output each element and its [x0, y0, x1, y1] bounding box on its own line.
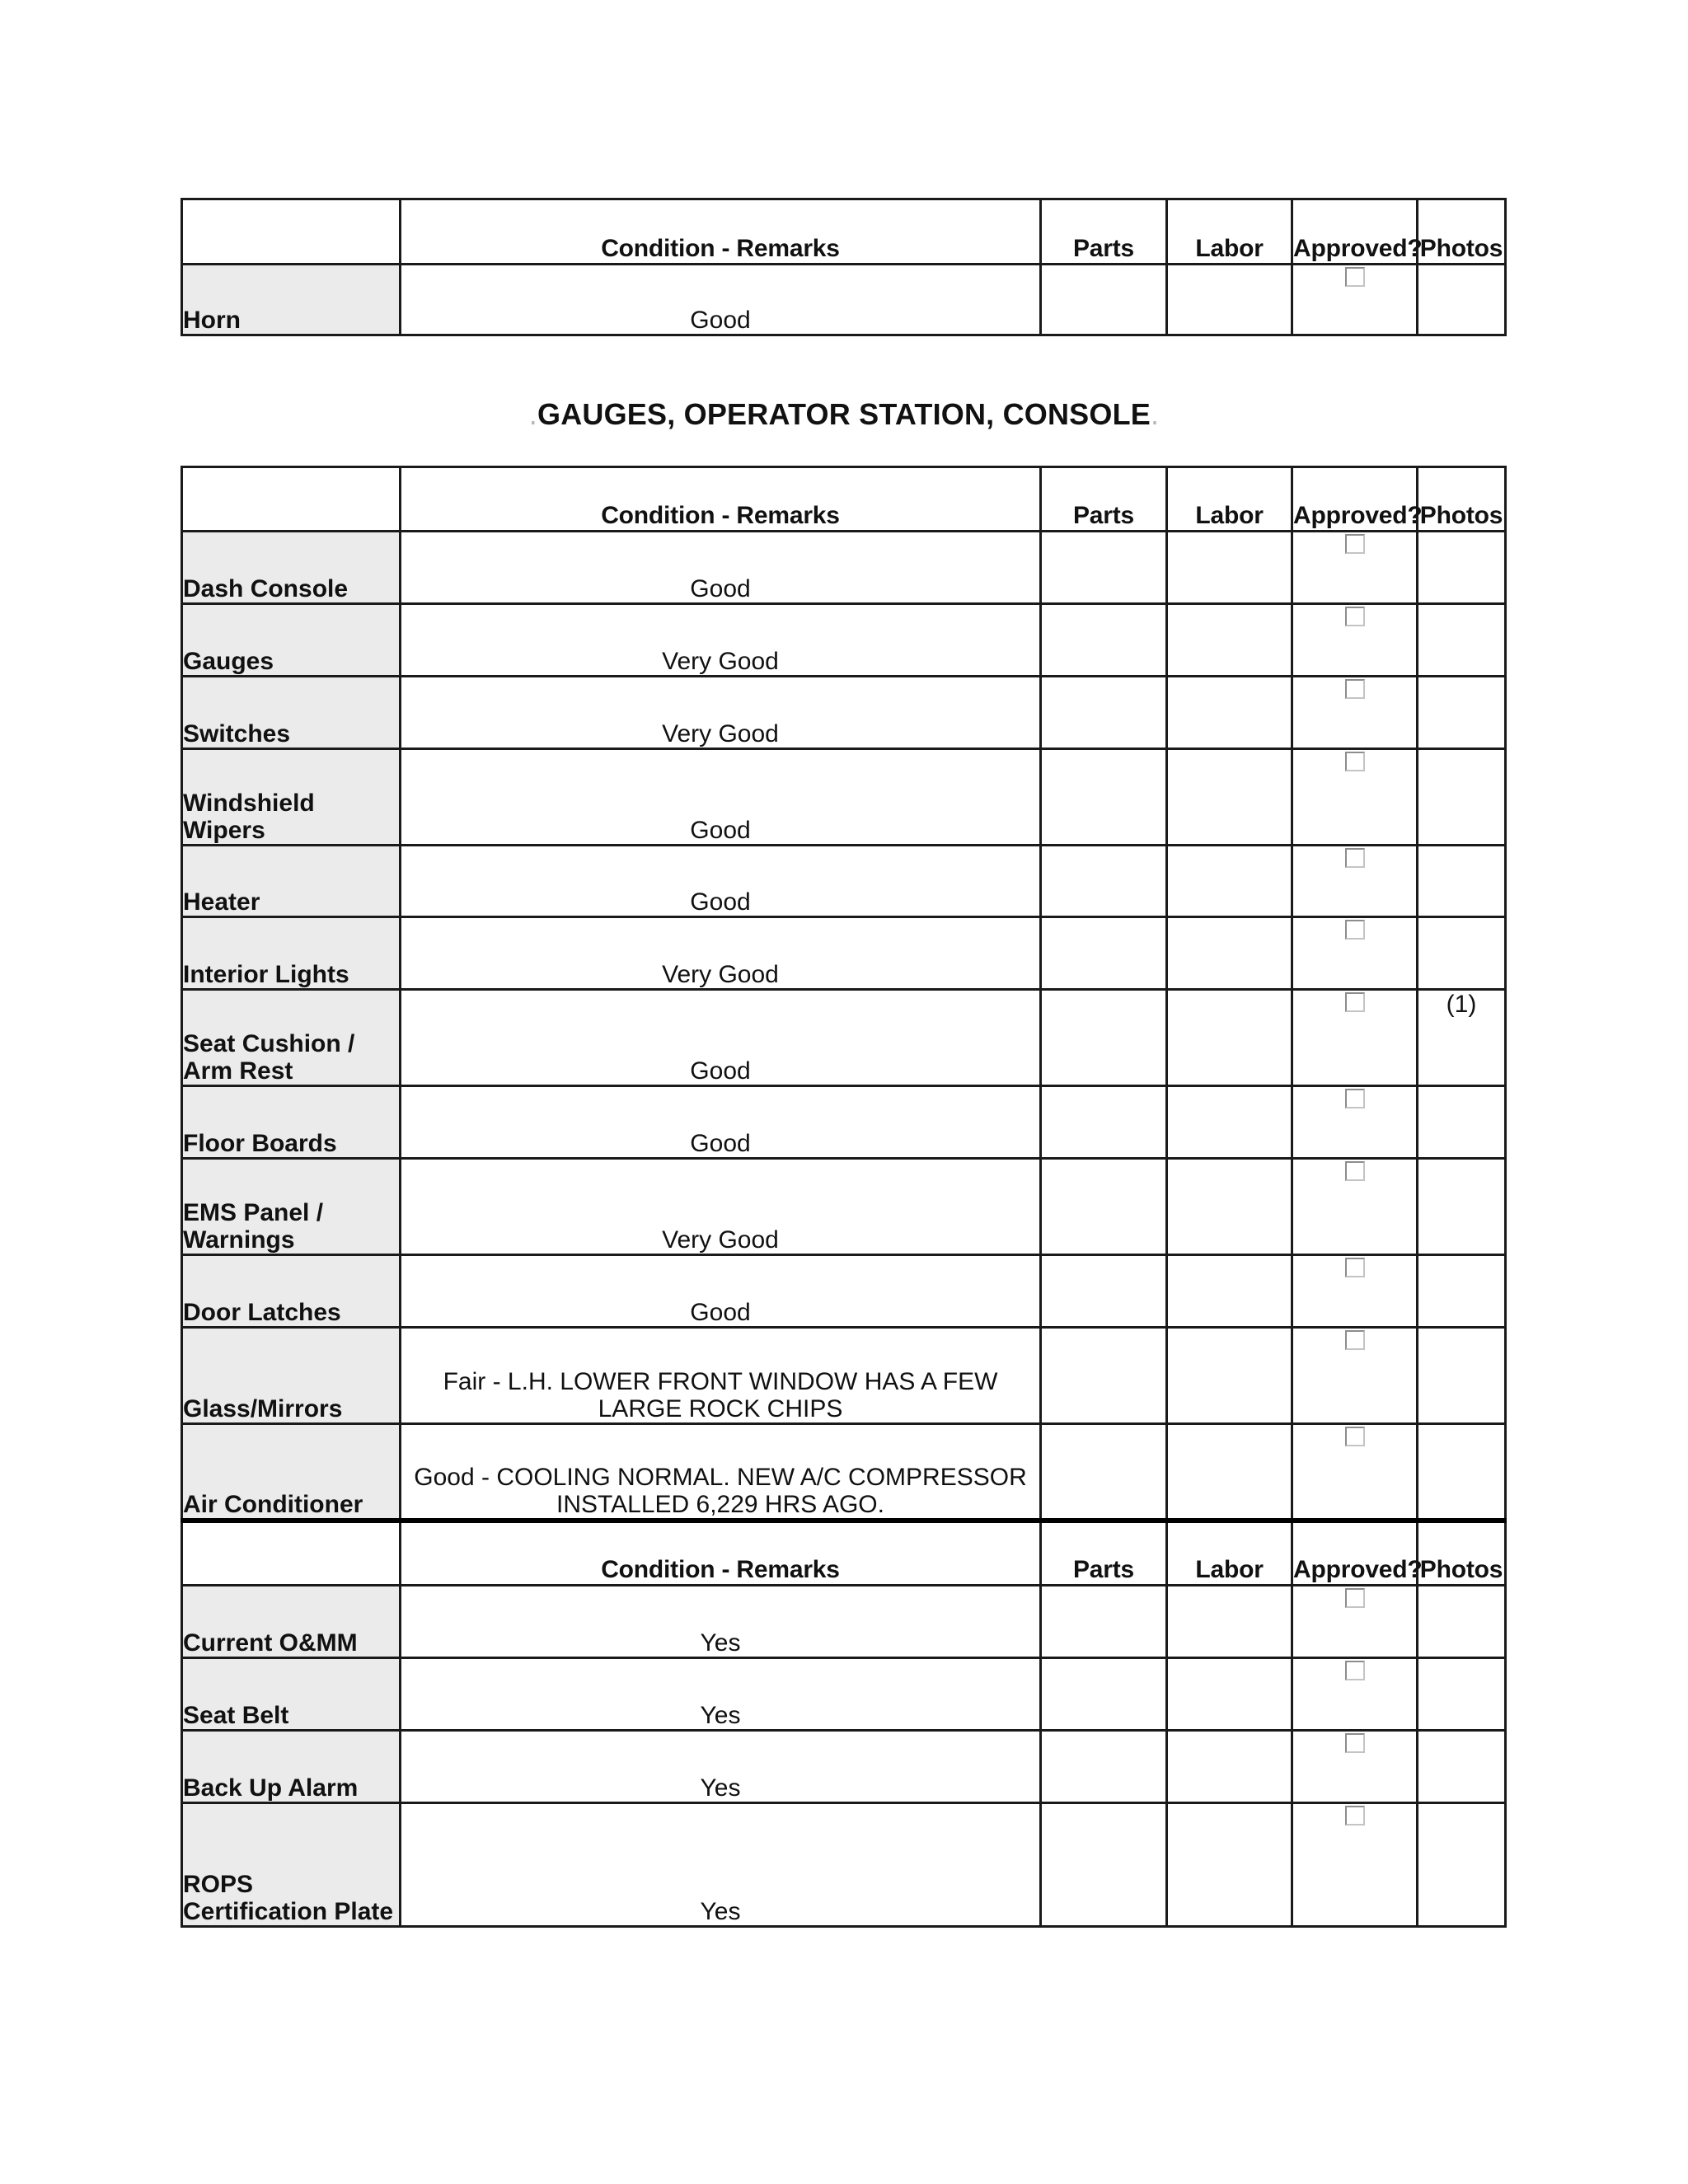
- row-labor: [1167, 604, 1292, 677]
- row-parts: [1041, 1328, 1167, 1424]
- approved-checkbox[interactable]: [1345, 920, 1365, 940]
- row-labor: [1167, 677, 1292, 749]
- approved-checkbox[interactable]: [1345, 1733, 1365, 1753]
- row-parts: [1041, 532, 1167, 604]
- row-parts: [1041, 1086, 1167, 1159]
- row-photos: (1): [1418, 990, 1506, 1086]
- row-label: Air Conditioner: [182, 1424, 401, 1521]
- approved-checkbox[interactable]: [1345, 1161, 1365, 1181]
- row-labor: [1167, 1255, 1292, 1328]
- row-approved-cell: [1292, 1328, 1418, 1424]
- row-parts: [1041, 1424, 1167, 1521]
- approved-checkbox[interactable]: [1345, 267, 1365, 287]
- row-photos: [1418, 1803, 1506, 1927]
- table-row: [182, 1658, 1506, 1731]
- header-labor: Labor: [1167, 467, 1292, 532]
- row-condition: Fair - L.H. LOWER FRONT WINDOW HAS A FEW LARGE ROCK CHIPS: [401, 1328, 1041, 1424]
- row-approved-cell: [1292, 917, 1418, 990]
- row-approved-cell: [1292, 532, 1418, 604]
- row-photos: [1418, 1424, 1506, 1521]
- header-condition: Condition - Remarks: [401, 467, 1041, 532]
- row-label: Door Latches: [182, 1255, 401, 1328]
- row-approved-cell: [1292, 1159, 1418, 1255]
- row-parts: [1041, 1159, 1167, 1255]
- row-photos: [1418, 1086, 1506, 1159]
- row-photos: [1418, 1658, 1506, 1731]
- row-label: Dash Console: [182, 532, 401, 604]
- table-row: [182, 1803, 1506, 1927]
- row-approved-cell: [1292, 604, 1418, 677]
- row-approved-cell: [1292, 1803, 1418, 1927]
- table-row: [182, 1328, 1506, 1424]
- row-condition: Good: [401, 1255, 1041, 1328]
- row-photos: [1418, 1586, 1506, 1658]
- approved-checkbox[interactable]: [1345, 1330, 1365, 1350]
- row-labor: [1167, 1658, 1292, 1731]
- approved-checkbox[interactable]: [1345, 679, 1365, 699]
- approved-checkbox[interactable]: [1345, 848, 1365, 868]
- row-approved-cell: [1292, 1424, 1418, 1521]
- row-condition: Good: [401, 990, 1041, 1086]
- row-parts: [1041, 604, 1167, 677]
- row-approved-cell: [1292, 677, 1418, 749]
- row-label: Floor Boards: [182, 1086, 401, 1159]
- header-blank: [182, 467, 401, 532]
- row-photos: [1418, 1328, 1506, 1424]
- approved-checkbox[interactable]: [1345, 1427, 1365, 1446]
- header-parts: Parts: [1041, 199, 1167, 265]
- row-condition: Good: [401, 532, 1041, 604]
- row-parts: [1041, 265, 1167, 335]
- row-label: Interior Lights: [182, 917, 401, 990]
- horn-table: [181, 198, 1507, 336]
- approved-checkbox[interactable]: [1345, 1806, 1365, 1825]
- row-label: ROPS Certification Plate: [182, 1803, 401, 1927]
- row-parts: [1041, 1255, 1167, 1328]
- row-approved-cell: [1292, 846, 1418, 917]
- header-photos: Photos: [1418, 199, 1506, 265]
- row-label: Back Up Alarm: [182, 1731, 401, 1803]
- row-photos: [1418, 265, 1506, 335]
- row-labor: [1167, 532, 1292, 604]
- table-row: [182, 917, 1506, 990]
- header-labor: Labor: [1167, 1521, 1292, 1586]
- row-parts: [1041, 677, 1167, 749]
- row-condition: Yes: [401, 1803, 1041, 1927]
- row-parts: [1041, 917, 1167, 990]
- table-row: [182, 1255, 1506, 1328]
- row-condition: Good: [401, 749, 1041, 846]
- header-condition: Condition - Remarks: [401, 1521, 1041, 1586]
- header-approved: Approved?: [1292, 467, 1418, 532]
- row-labor: [1167, 846, 1292, 917]
- approved-checkbox[interactable]: [1345, 607, 1365, 626]
- table-row: [182, 846, 1506, 917]
- header-parts: Parts: [1041, 467, 1167, 532]
- row-label: Horn: [182, 265, 401, 335]
- row-condition: Good: [401, 846, 1041, 917]
- row-labor: [1167, 917, 1292, 990]
- approved-checkbox[interactable]: [1345, 752, 1365, 771]
- header-row: [182, 1521, 1506, 1586]
- row-label: Glass/Mirrors: [182, 1328, 401, 1424]
- row-photos: [1418, 677, 1506, 749]
- row-labor: [1167, 990, 1292, 1086]
- row-approved-cell: [1292, 1658, 1418, 1731]
- row-condition: Very Good: [401, 604, 1041, 677]
- row-label: Seat Belt: [182, 1658, 401, 1731]
- row-approved-cell: [1292, 265, 1418, 335]
- row-condition: Good: [401, 1086, 1041, 1159]
- row-labor: [1167, 749, 1292, 846]
- row-parts: [1041, 749, 1167, 846]
- row-parts: [1041, 846, 1167, 917]
- header-approved: Approved?: [1292, 199, 1418, 265]
- row-photos: [1418, 749, 1506, 846]
- row-condition: Good - COOLING NORMAL. NEW A/C COMPRESSOR INSTALLED 6,229 HRS AGO.: [401, 1424, 1041, 1521]
- row-condition: Yes: [401, 1586, 1041, 1658]
- row-labor: [1167, 1159, 1292, 1255]
- table-row: [182, 1731, 1506, 1803]
- header-approved: Approved?: [1292, 1521, 1418, 1586]
- row-photos: [1418, 1255, 1506, 1328]
- row-parts: [1041, 1731, 1167, 1803]
- row-condition: Very Good: [401, 677, 1041, 749]
- table-row: [182, 1086, 1506, 1159]
- section-title: .GAUGES, OPERATOR STATION, CONSOLE.: [528, 397, 1160, 431]
- header-labor: Labor: [1167, 199, 1292, 265]
- approved-checkbox[interactable]: [1345, 1661, 1365, 1680]
- header-blank: [182, 199, 401, 265]
- row-condition: Very Good: [401, 1159, 1041, 1255]
- row-approved-cell: [1292, 990, 1418, 1086]
- row-condition: Good: [401, 265, 1041, 335]
- row-condition: Very Good: [401, 917, 1041, 990]
- row-parts: [1041, 1586, 1167, 1658]
- header-parts: Parts: [1041, 1521, 1167, 1586]
- row-labor: [1167, 265, 1292, 335]
- row-labor: [1167, 1424, 1292, 1521]
- row-parts: [1041, 1803, 1167, 1927]
- row-label: EMS Panel / Warnings: [182, 1159, 401, 1255]
- table-row: [182, 604, 1506, 677]
- header-photos: Photos: [1418, 467, 1506, 532]
- row-labor: [1167, 1086, 1292, 1159]
- row-labor: [1167, 1731, 1292, 1803]
- row-label: Current O&MM: [182, 1586, 401, 1658]
- table-row: [182, 532, 1506, 604]
- table-row: [182, 677, 1506, 749]
- row-photos: [1418, 917, 1506, 990]
- row-photos: [1418, 1159, 1506, 1255]
- gauges-table: [181, 466, 1507, 1928]
- row-approved-cell: [1292, 749, 1418, 846]
- row-condition: Yes: [401, 1658, 1041, 1731]
- approved-checkbox[interactable]: [1345, 992, 1365, 1012]
- row-labor: [1167, 1328, 1292, 1424]
- approved-checkbox[interactable]: [1345, 534, 1365, 554]
- row-parts: [1041, 990, 1167, 1086]
- table-row: [182, 1159, 1506, 1255]
- table-row: [182, 1424, 1506, 1521]
- header-photos: Photos: [1418, 1521, 1506, 1586]
- row-parts: [1041, 1658, 1167, 1731]
- approved-checkbox[interactable]: [1345, 1258, 1365, 1277]
- row-photos: [1418, 604, 1506, 677]
- section-title-text: GAUGES, OPERATOR STATION, CONSOLE: [537, 397, 1151, 431]
- approved-checkbox[interactable]: [1345, 1089, 1365, 1108]
- row-approved-cell: [1292, 1731, 1418, 1803]
- table-row: [182, 990, 1506, 1086]
- row-labor: [1167, 1586, 1292, 1658]
- table-row: [182, 1586, 1506, 1658]
- row-label: Gauges: [182, 604, 401, 677]
- row-label: Seat Cushion / Arm Rest: [182, 990, 401, 1086]
- table-row: [182, 749, 1506, 846]
- header-row: [182, 199, 1506, 265]
- row-approved-cell: [1292, 1086, 1418, 1159]
- row-photos: [1418, 532, 1506, 604]
- row-label: Heater: [182, 846, 401, 917]
- header-blank: [182, 1521, 401, 1586]
- row-photos: [1418, 846, 1506, 917]
- row-label: Windshield Wipers: [182, 749, 401, 846]
- row-photos: [1418, 1731, 1506, 1803]
- row-approved-cell: [1292, 1255, 1418, 1328]
- row-approved-cell: [1292, 1586, 1418, 1658]
- row-condition: Yes: [401, 1731, 1041, 1803]
- row-labor: [1167, 1803, 1292, 1927]
- header-condition: Condition - Remarks: [401, 199, 1041, 265]
- row-label: Switches: [182, 677, 401, 749]
- header-row: [182, 467, 1506, 532]
- table-row: [182, 265, 1506, 335]
- approved-checkbox[interactable]: [1345, 1588, 1365, 1608]
